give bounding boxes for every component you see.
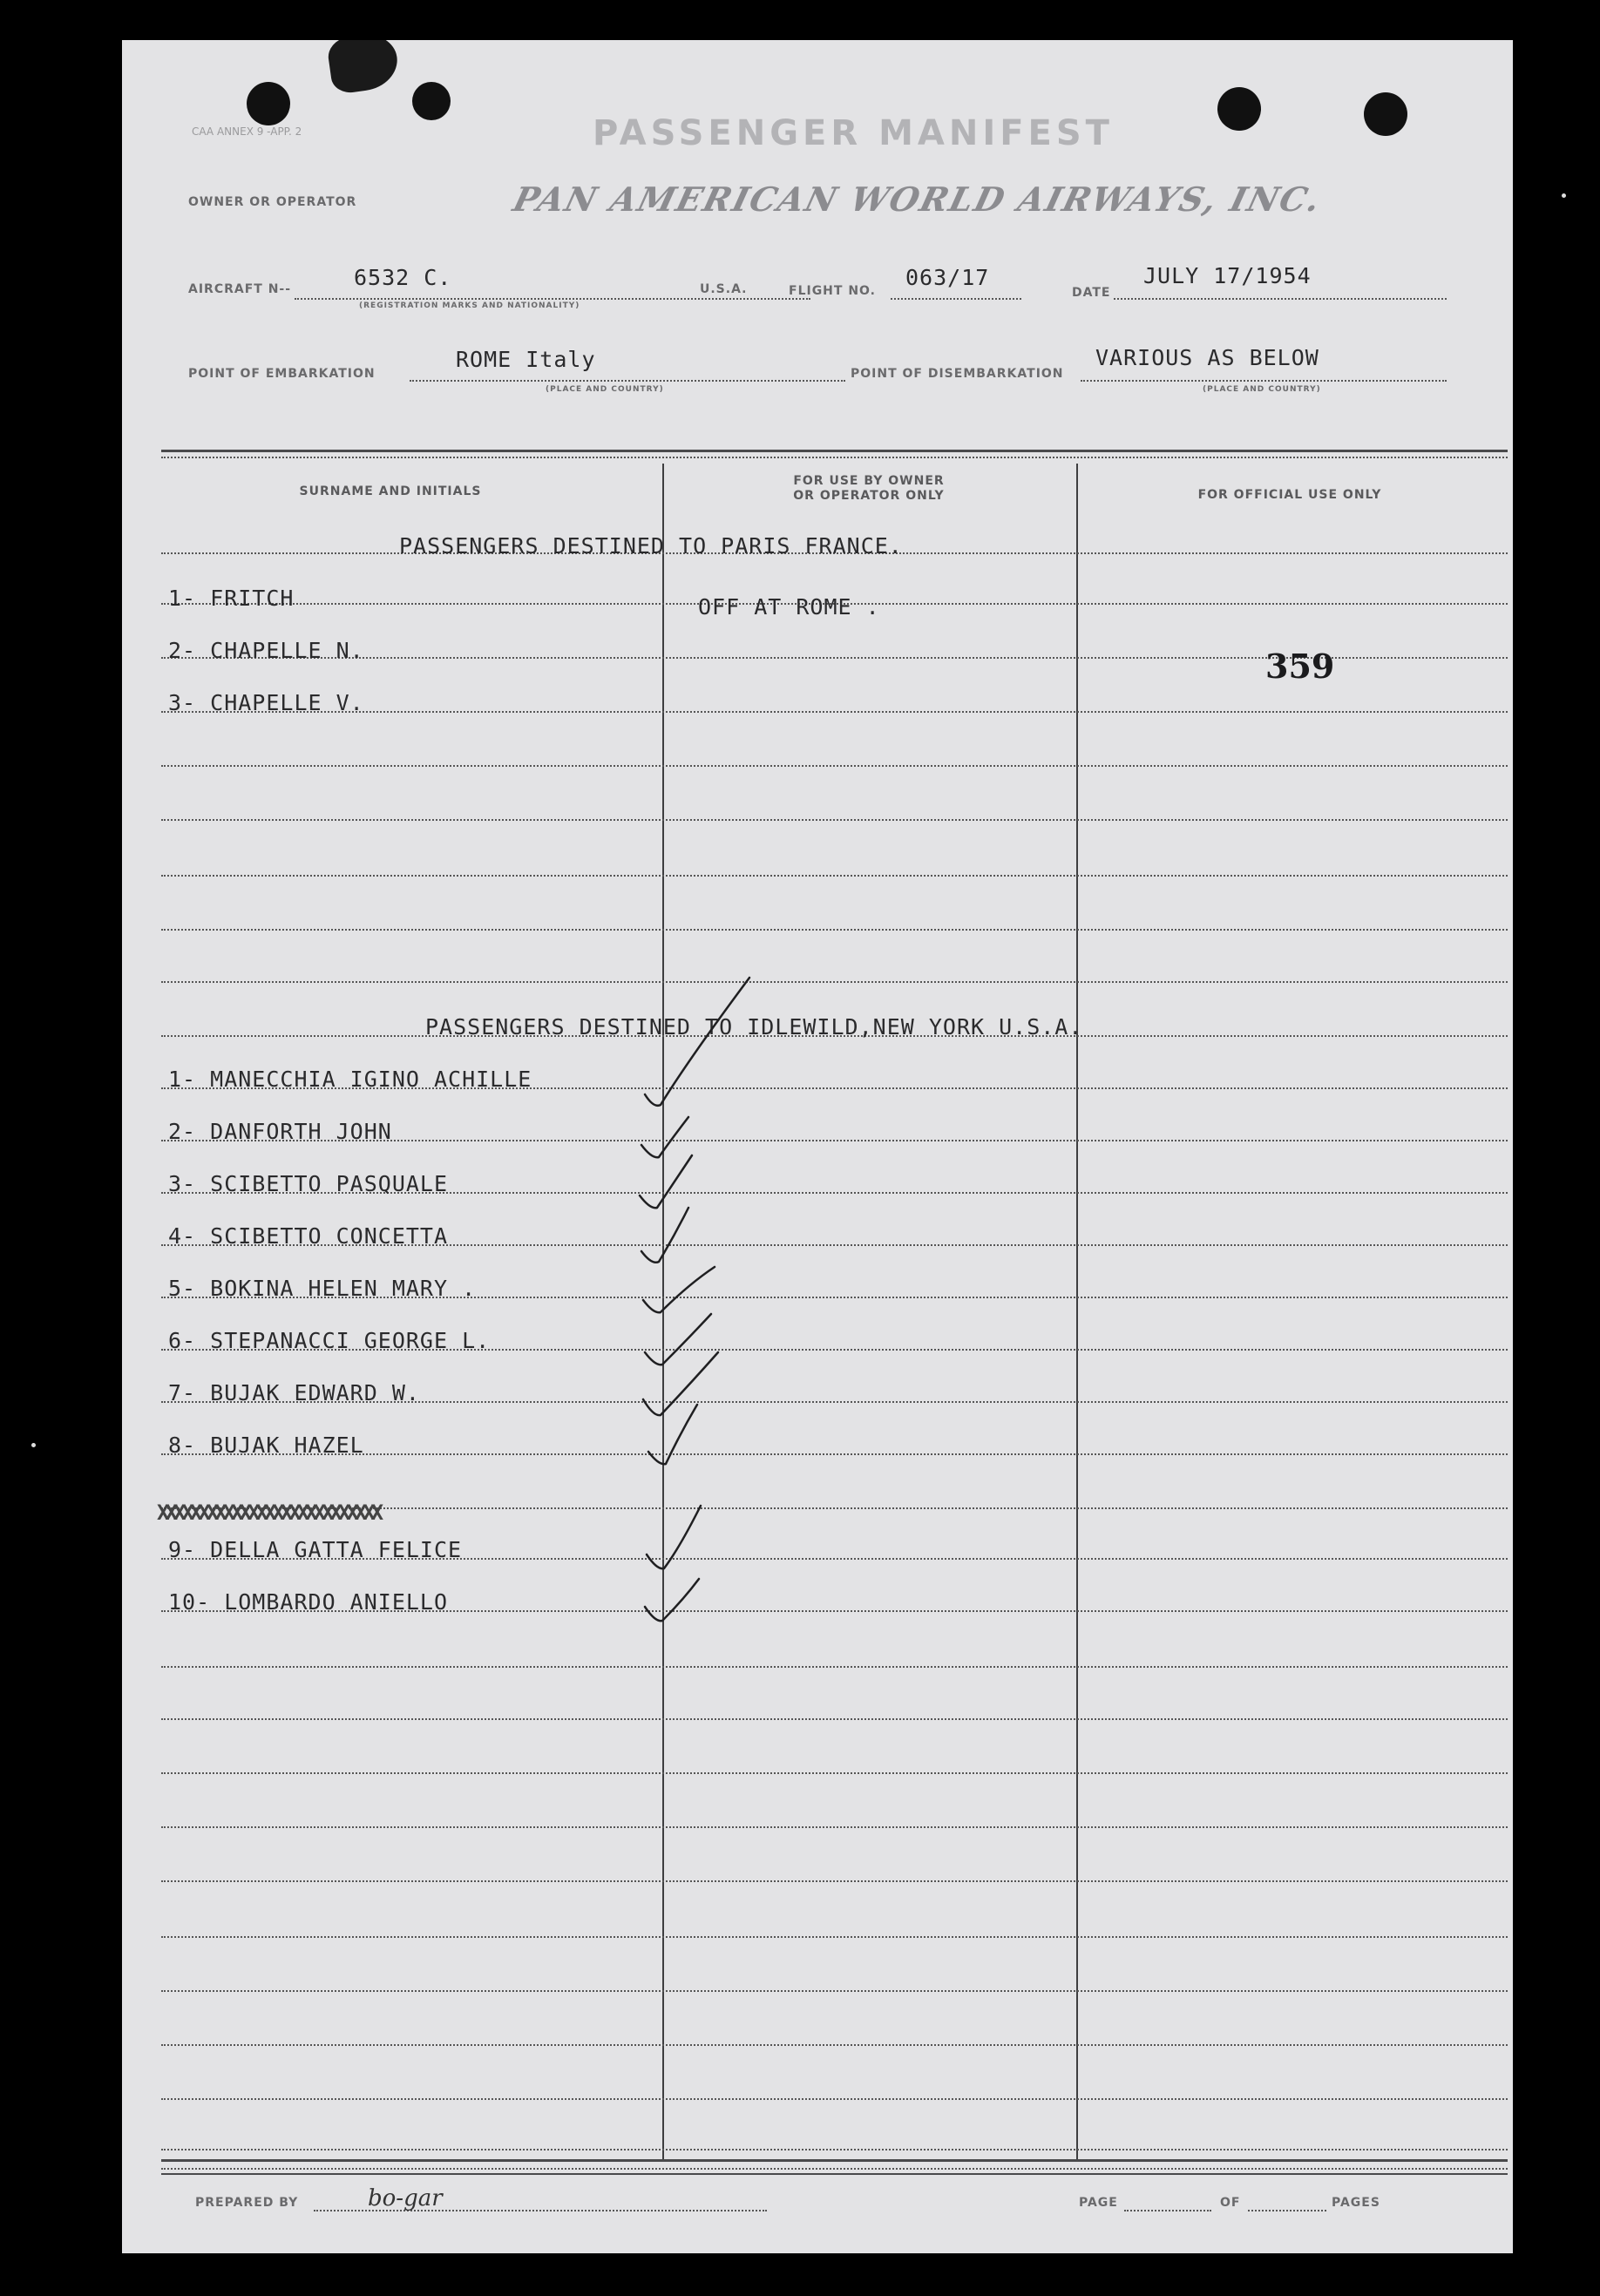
check-mark-icon: [641, 1208, 688, 1263]
section-heading-newyork: PASSENGERS DESTINED TO IDLEWILD,NEW YORK U.S.A.: [425, 1014, 1083, 1040]
manifest-sheet: [122, 40, 1513, 2253]
check-mark-icon: [647, 1506, 701, 1568]
disembarkation-value: VARIOUS AS BELOW: [1095, 345, 1319, 370]
passenger-row: 7- BUJAK EDWARD W.: [168, 1380, 420, 1405]
check-mark-icon: [645, 1314, 711, 1365]
check-mark-icon: [641, 1117, 688, 1157]
passenger-row: 8- BUJAK HAZEL: [168, 1432, 364, 1458]
passenger-row: 9- DELLA GATTA FELICE: [168, 1537, 463, 1562]
check-marks: [122, 40, 1513, 2253]
passenger-row: 4- SCIBETTO CONCETTA: [168, 1223, 449, 1249]
passenger-row: 10- LOMBARDO ANIELLO: [168, 1589, 449, 1615]
check-mark-icon: [643, 1267, 715, 1312]
prepared-by-label: PREPARED BY: [195, 2196, 299, 2210]
owner-label: OWNER OR OPERATOR: [188, 195, 357, 209]
passenger-row: 1- FRITCH: [168, 586, 295, 611]
passenger-row: 2- DANFORTH JOHN: [168, 1119, 392, 1144]
passenger-note: OFF AT ROME .: [698, 594, 880, 620]
column-header-owner-use-line2: OR OPERATOR ONLY: [793, 489, 945, 503]
passenger-row: 2- CHAPELLE N.: [168, 638, 364, 663]
column-header-name: SURNAME AND INITIALS: [299, 484, 482, 498]
passenger-row: 3- CHAPELLE V.: [168, 690, 364, 715]
disembarkation-label: POINT OF DISEMBARKATION: [851, 367, 1064, 381]
official-stamp-number: 359: [1265, 647, 1335, 686]
passenger-row: 3- SCIBETTO PASQUALE: [168, 1171, 449, 1196]
date-label: DATE: [1072, 286, 1111, 300]
column-header-official: FOR OFFICIAL USE ONLY: [1197, 488, 1382, 502]
aircraft-value: 6532 C.: [354, 265, 452, 290]
page-label: PAGE: [1079, 2196, 1118, 2210]
date-value: JULY 17/1954: [1143, 263, 1312, 288]
embarkation-label: POINT OF EMBARKATION: [188, 367, 376, 381]
section-heading-paris: PASSENGERS DESTINED TO PARIS FRANCE.: [399, 533, 903, 559]
column-header-owner-use-line1: FOR USE BY OWNER: [793, 474, 945, 488]
passenger-row: 1- MANECCHIA IGINO ACHILLE: [168, 1067, 532, 1092]
struck-out-line: XXXXXXXXXXXXXXXXXXXXXXXXXXX: [157, 1500, 380, 1525]
flight-value: 063/17: [905, 265, 990, 290]
of-label: OF: [1220, 2196, 1241, 2210]
document-title: PASSENGER MANIFEST: [593, 113, 1114, 153]
aircraft-label: AIRCRAFT N--: [188, 282, 292, 296]
airline-name: PAN AMERICAN WORLD AIRWAYS, INC.: [509, 179, 1326, 219]
caa-form-number: CAA ANNEX 9 -APP. 2: [192, 125, 302, 138]
check-mark-icon: [640, 1155, 692, 1208]
check-mark-icon: [645, 1579, 699, 1621]
scan-speck: [1562, 193, 1566, 198]
usa-label: U.S.A.: [700, 282, 748, 296]
check-mark-icon: [645, 978, 749, 1106]
disembarkation-caption: (PLACE AND COUNTRY): [1203, 385, 1321, 394]
registration-caption: (REGISTRATION MARKS AND NATIONALITY): [359, 301, 580, 310]
flight-label: FLIGHT NO.: [789, 284, 876, 298]
embarkation-caption: (PLACE AND COUNTRY): [546, 385, 664, 394]
scan-speck: [31, 1443, 36, 1447]
embarkation-value: ROME Italy: [456, 347, 596, 372]
prepared-by-signature: bo-gar: [368, 2185, 443, 2211]
passenger-row: 5- BOKINA HELEN MARY .: [168, 1276, 477, 1301]
passenger-row: 6- STEPANACCI GEORGE L.: [168, 1328, 491, 1353]
pages-label: PAGES: [1332, 2196, 1380, 2210]
